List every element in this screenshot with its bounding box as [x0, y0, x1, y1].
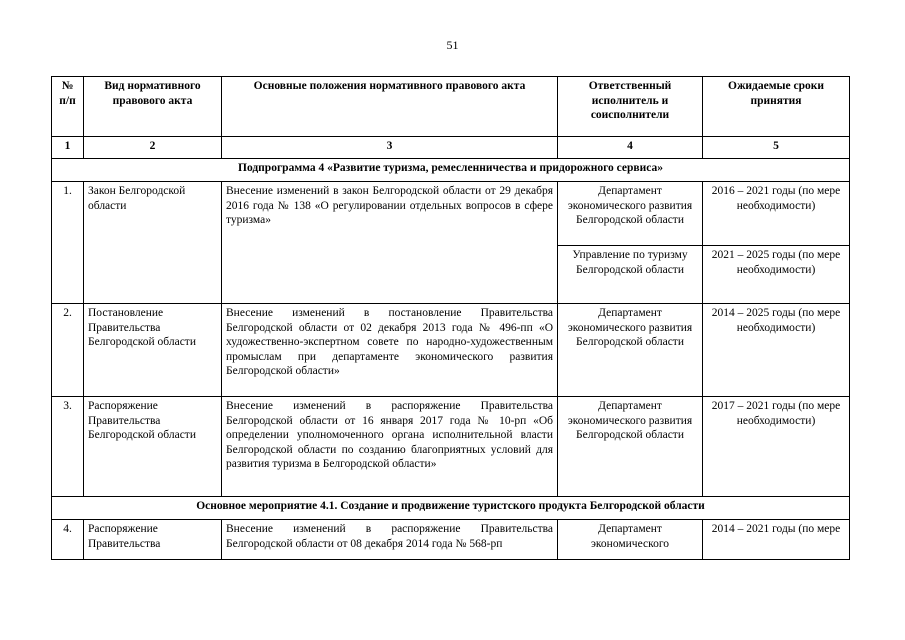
act-type: Распоряжение Правительства Белгородской области — [84, 397, 222, 497]
column-numbers-row — [52, 137, 850, 159]
column-number: 4 — [558, 137, 703, 159]
column-number: 1 — [52, 137, 84, 159]
provisions: Внесение изменений в распоряжение Правительства Белгородской области от 16 января 2017 года № 10-рп «Об определении уполномоченного органа исполнительной власти Белгородской области по созданию благоприятных условий для развития туризма в Белгородской области» — [222, 397, 558, 497]
executor: Управление по туризму Белгородской области — [558, 246, 703, 304]
act-type: Закон Белгородской области — [84, 182, 222, 304]
subprogram-title: Подпрограмма 4 «Развитие туризма, ремесленничества и придорожного сервиса» — [52, 159, 850, 182]
provisions: Внесение изменений в закон Белгородской области от 29 декабря 2016 года № 138 «О регулировании отдельных вопросов в сфере туризма» — [222, 182, 558, 304]
row-number: 3. — [52, 397, 84, 497]
act-type: Распоряжение Правительства — [84, 520, 222, 560]
executor: Департамент экономического развития Белгородской области — [558, 182, 703, 246]
header-row — [52, 77, 850, 137]
measure-title: Основное мероприятие 4.1. Создание и продвижение туристского продукта Белгородской области — [52, 497, 850, 520]
column-number: 2 — [84, 137, 222, 159]
term: 2014 – 2025 годы (по мере необходимости) — [703, 304, 850, 397]
term: 2021 – 2025 годы (по мере необходимости) — [703, 246, 850, 304]
row-number: 4. — [52, 520, 84, 560]
term: 2014 – 2021 годы (по мере — [703, 520, 850, 560]
column-number: 3 — [222, 137, 558, 159]
term: 2017 – 2021 годы (по мере необходимости) — [703, 397, 850, 497]
table-row — [52, 182, 850, 246]
row-number: 1. — [52, 182, 84, 304]
page-number: 51 — [446, 38, 459, 52]
provisions: Внесение изменений в распоряжение Правительства Белгородской области от 08 декабря 2014 года № 568-рп — [222, 520, 558, 560]
table-row — [52, 520, 850, 560]
act-type: Постановление Правительства Белгородской области — [84, 304, 222, 397]
column-number: 5 — [703, 137, 850, 159]
header-provisions: Основные положения нормативного правового акта — [222, 77, 558, 137]
header-number: № п/п — [52, 77, 84, 137]
header-term: Ожидаемые сроки принятия — [703, 77, 850, 137]
header-executor: Ответственный исполнитель и соисполнители — [558, 77, 703, 137]
row-number: 2. — [52, 304, 84, 397]
provisions: Внесение изменений в постановление Правительства Белгородской области от 02 декабря 2013 года № 496-пп «О художественно-экспертном совете по народно-художественным промыслам при департаменте экономического развития Белгородской области» — [222, 304, 558, 397]
term: 2016 – 2021 годы (по мере необходимости) — [703, 182, 850, 246]
header-act-type: Вид нормативного правового акта — [84, 77, 222, 137]
regulatory-acts-table — [51, 76, 850, 560]
section-row — [52, 497, 850, 520]
section-row — [52, 159, 850, 182]
executor: Департамент экономического — [558, 520, 703, 560]
executor: Департамент экономического развития Белгородской области — [558, 397, 703, 497]
table-row — [52, 397, 850, 497]
executor: Департамент экономического развития Белгородской области — [558, 304, 703, 397]
table-row — [52, 304, 850, 397]
